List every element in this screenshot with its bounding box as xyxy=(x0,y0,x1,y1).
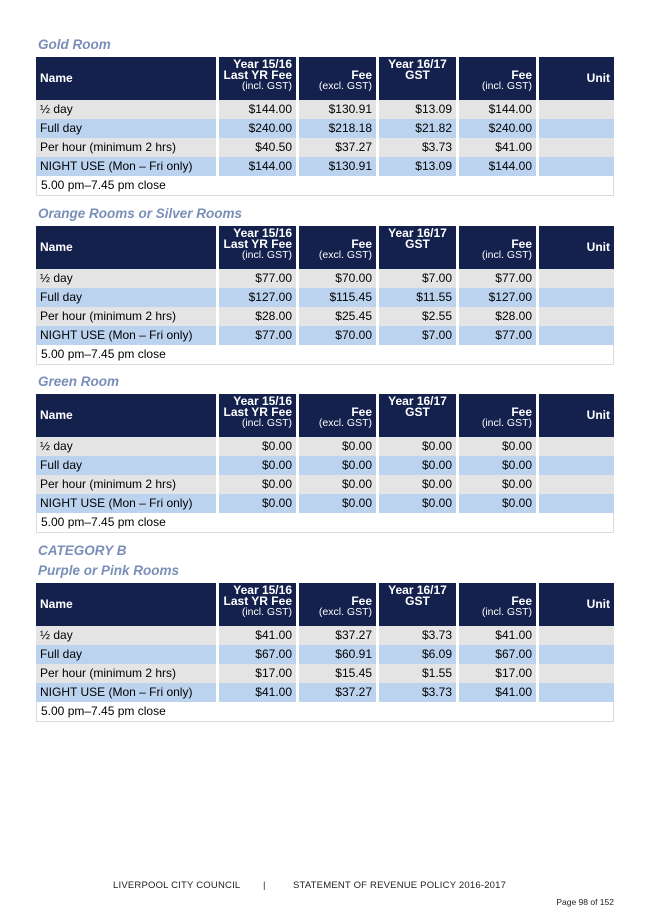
table-row xyxy=(36,683,614,702)
table-row xyxy=(36,475,614,494)
cell-fee-excl: $37.27 xyxy=(299,683,379,702)
table-row xyxy=(36,664,614,683)
column-header-name: Name xyxy=(36,583,219,626)
table-header-row xyxy=(36,394,614,437)
cell-last-yr-fee: $0.00 xyxy=(219,494,299,513)
header-last-yr-fee: Last YR Fee xyxy=(223,594,292,608)
column-header-unit: Unit xyxy=(539,226,614,269)
header-year-prev: Year 15/16 xyxy=(233,226,292,240)
cell-unit xyxy=(539,475,614,494)
table-note: 5.00 pm–7.45 pm close xyxy=(36,513,614,533)
table-row xyxy=(36,119,614,138)
fee-table-gold-room xyxy=(36,57,614,196)
table-row xyxy=(36,494,614,513)
fee-incl-stack xyxy=(463,228,532,261)
table-row xyxy=(36,645,614,664)
cell-unit xyxy=(539,157,614,176)
cell-name: ½ day xyxy=(36,626,219,645)
cell-name: Full day xyxy=(36,119,219,138)
cell-last-yr-fee: $127.00 xyxy=(219,288,299,307)
cell-last-yr-fee: $0.00 xyxy=(219,475,299,494)
fee-excl-stack xyxy=(303,585,372,618)
column-header-gst xyxy=(379,583,459,626)
header-fee: Fee xyxy=(511,237,532,251)
header-fee: Fee xyxy=(511,68,532,82)
cell-name: Per hour (minimum 2 hrs) xyxy=(36,138,219,157)
header-incl-gst: (incl. GST) xyxy=(481,249,532,261)
cell-fee-incl: $28.00 xyxy=(459,307,539,326)
cell-last-yr-fee: $0.00 xyxy=(219,456,299,475)
cell-unit xyxy=(539,119,614,138)
table-row xyxy=(36,437,614,456)
column-header-last-yr-fee xyxy=(219,394,299,437)
column-header-gst xyxy=(379,226,459,269)
cell-unit xyxy=(539,456,614,475)
cell-fee-excl: $0.00 xyxy=(299,456,379,475)
fee-incl-stack xyxy=(463,396,532,429)
table-row xyxy=(36,456,614,475)
cell-fee-incl: $41.00 xyxy=(459,138,539,157)
cell-gst: $3.73 xyxy=(379,683,459,702)
column-header-unit: Unit xyxy=(539,394,614,437)
cell-fee-excl: $218.18 xyxy=(299,119,379,138)
footer-council-name: LIVERPOOL CITY COUNCIL xyxy=(113,880,241,891)
cell-fee-excl: $37.27 xyxy=(299,626,379,645)
cell-fee-excl: $25.45 xyxy=(299,307,379,326)
cell-gst: $13.09 xyxy=(379,100,459,119)
table-note: 5.00 pm–7.45 pm close xyxy=(36,345,614,365)
column-header-gst xyxy=(379,394,459,437)
cell-last-yr-fee: $28.00 xyxy=(219,307,299,326)
header-year-cur: Year 16/17 xyxy=(388,57,447,71)
column-header-last-yr-fee xyxy=(219,583,299,626)
column-header-name: Name xyxy=(36,57,219,100)
cell-fee-excl: $70.00 xyxy=(299,269,379,288)
table-row xyxy=(36,288,614,307)
last-yr-fee-stack xyxy=(223,396,292,429)
header-incl-gst: (incl. GST) xyxy=(481,417,532,429)
column-header-unit: Unit xyxy=(539,57,614,100)
table-row xyxy=(36,157,614,176)
cell-last-yr-fee: $0.00 xyxy=(219,437,299,456)
cell-name: NIGHT USE (Mon – Fri only) xyxy=(36,157,219,176)
column-header-fee-incl xyxy=(459,394,539,437)
column-header-fee-incl xyxy=(459,583,539,626)
cell-gst: $13.09 xyxy=(379,157,459,176)
cell-last-yr-fee: $77.00 xyxy=(219,269,299,288)
cell-fee-excl: $130.91 xyxy=(299,100,379,119)
last-yr-fee-stack xyxy=(223,585,292,618)
cell-last-yr-fee: $144.00 xyxy=(219,157,299,176)
cell-fee-excl: $15.45 xyxy=(299,664,379,683)
last-yr-fee-stack xyxy=(223,59,292,92)
fee-incl-stack xyxy=(463,59,532,92)
column-header-fee-excl xyxy=(299,583,379,626)
cell-unit xyxy=(539,683,614,702)
header-year-cur: Year 16/17 xyxy=(388,583,447,597)
fee-table-purple-pink-rooms xyxy=(36,583,614,722)
cell-name: NIGHT USE (Mon – Fri only) xyxy=(36,494,219,513)
cell-name: NIGHT USE (Mon – Fri only) xyxy=(36,683,219,702)
fee-excl-stack xyxy=(303,59,372,92)
table-row xyxy=(36,326,614,345)
fee-excl-stack xyxy=(303,228,372,261)
header-incl-gst: (incl. GST) xyxy=(241,417,292,429)
cell-fee-incl: $0.00 xyxy=(459,494,539,513)
header-fee: Fee xyxy=(351,68,372,82)
cell-fee-incl: $41.00 xyxy=(459,683,539,702)
column-header-unit: Unit xyxy=(539,583,614,626)
header-year-cur: Year 16/17 xyxy=(388,226,447,240)
header-excl-gst: (excl. GST) xyxy=(318,417,372,429)
header-gst: GST xyxy=(405,594,430,608)
header-excl-gst: (excl. GST) xyxy=(318,249,372,261)
section-title: Green Room xyxy=(38,374,120,389)
column-header-name: Name xyxy=(36,226,219,269)
header-incl-gst: (incl. GST) xyxy=(481,80,532,92)
fee-incl-stack xyxy=(463,585,532,618)
cell-gst: $1.55 xyxy=(379,664,459,683)
column-header-fee-excl xyxy=(299,226,379,269)
fee-excl-stack xyxy=(303,396,372,429)
cell-fee-incl: $67.00 xyxy=(459,645,539,664)
cell-fee-incl: $0.00 xyxy=(459,475,539,494)
cell-unit xyxy=(539,645,614,664)
header-last-yr-fee: Last YR Fee xyxy=(223,237,292,251)
cell-unit xyxy=(539,269,614,288)
cell-gst: $7.00 xyxy=(379,326,459,345)
cell-last-yr-fee: $17.00 xyxy=(219,664,299,683)
cell-name: ½ day xyxy=(36,100,219,119)
table-note: 5.00 pm–7.45 pm close xyxy=(36,176,614,196)
last-yr-fee-stack xyxy=(223,228,292,261)
cell-name: Per hour (minimum 2 hrs) xyxy=(36,307,219,326)
cell-fee-incl: $0.00 xyxy=(459,456,539,475)
cell-gst: $3.73 xyxy=(379,138,459,157)
cell-unit xyxy=(539,326,614,345)
cell-fee-excl: $130.91 xyxy=(299,157,379,176)
cell-gst: $21.82 xyxy=(379,119,459,138)
cell-name: Per hour (minimum 2 hrs) xyxy=(36,664,219,683)
column-header-fee-incl xyxy=(459,226,539,269)
cell-name: Full day xyxy=(36,645,219,664)
cell-fee-excl: $70.00 xyxy=(299,326,379,345)
cell-name: Full day xyxy=(36,288,219,307)
cell-fee-incl: $41.00 xyxy=(459,626,539,645)
cell-gst: $2.55 xyxy=(379,307,459,326)
table-note: 5.00 pm–7.45 pm close xyxy=(36,702,614,722)
cell-fee-excl: $115.45 xyxy=(299,288,379,307)
header-fee: Fee xyxy=(351,405,372,419)
cell-unit xyxy=(539,437,614,456)
column-header-last-yr-fee xyxy=(219,57,299,100)
column-header-gst xyxy=(379,57,459,100)
cell-fee-excl: $60.91 xyxy=(299,645,379,664)
section-title: Gold Room xyxy=(38,37,111,52)
header-gst: GST xyxy=(405,405,430,419)
table-row xyxy=(36,100,614,119)
cell-unit xyxy=(539,307,614,326)
cell-fee-excl: $0.00 xyxy=(299,494,379,513)
table-row xyxy=(36,269,614,288)
cell-fee-incl: $17.00 xyxy=(459,664,539,683)
table-note-row xyxy=(36,176,614,196)
cell-fee-incl: $77.00 xyxy=(459,269,539,288)
cell-fee-excl: $0.00 xyxy=(299,437,379,456)
column-header-fee-excl xyxy=(299,394,379,437)
table-row xyxy=(36,138,614,157)
header-fee: Fee xyxy=(511,405,532,419)
cell-gst: $6.09 xyxy=(379,645,459,664)
header-fee: Fee xyxy=(351,237,372,251)
header-year-prev: Year 15/16 xyxy=(233,583,292,597)
cell-last-yr-fee: $67.00 xyxy=(219,645,299,664)
cell-gst: $3.73 xyxy=(379,626,459,645)
section-title: Purple or Pink Rooms xyxy=(38,563,180,578)
cell-name: Per hour (minimum 2 hrs) xyxy=(36,475,219,494)
table-note-row xyxy=(36,702,614,722)
cell-fee-incl: $144.00 xyxy=(459,100,539,119)
table-header-row xyxy=(36,57,614,100)
cell-name: ½ day xyxy=(36,269,219,288)
header-incl-gst: (incl. GST) xyxy=(241,606,292,618)
header-incl-gst: (incl. GST) xyxy=(241,249,292,261)
category-heading: CATEGORY B xyxy=(38,543,127,558)
cell-fee-excl: $37.27 xyxy=(299,138,379,157)
cell-unit xyxy=(539,664,614,683)
header-incl-gst: (incl. GST) xyxy=(481,606,532,618)
header-excl-gst: (excl. GST) xyxy=(318,80,372,92)
cell-last-yr-fee: $240.00 xyxy=(219,119,299,138)
cell-unit xyxy=(539,494,614,513)
cell-fee-incl: $240.00 xyxy=(459,119,539,138)
cell-unit xyxy=(539,626,614,645)
header-year-cur: Year 16/17 xyxy=(388,394,447,408)
cell-gst: $0.00 xyxy=(379,494,459,513)
header-gst: GST xyxy=(405,68,430,82)
column-header-name: Name xyxy=(36,394,219,437)
cell-unit xyxy=(539,288,614,307)
column-header-last-yr-fee xyxy=(219,226,299,269)
cell-gst: $0.00 xyxy=(379,456,459,475)
cell-fee-incl: $77.00 xyxy=(459,326,539,345)
fee-table-green-room xyxy=(36,394,614,533)
header-fee: Fee xyxy=(351,594,372,608)
cell-name: Full day xyxy=(36,456,219,475)
cell-last-yr-fee: $77.00 xyxy=(219,326,299,345)
cell-name: NIGHT USE (Mon – Fri only) xyxy=(36,326,219,345)
cell-last-yr-fee: $40.50 xyxy=(219,138,299,157)
page-number: Page 98 of 152 xyxy=(556,897,614,907)
column-header-fee-excl xyxy=(299,57,379,100)
header-incl-gst: (incl. GST) xyxy=(241,80,292,92)
cell-gst: $11.55 xyxy=(379,288,459,307)
table-row xyxy=(36,307,614,326)
table-row xyxy=(36,626,614,645)
table-note-row xyxy=(36,513,614,533)
cell-unit xyxy=(539,138,614,157)
table-header-row xyxy=(36,583,614,626)
header-year-prev: Year 15/16 xyxy=(233,57,292,71)
header-gst: GST xyxy=(405,237,430,251)
cell-last-yr-fee: $41.00 xyxy=(219,626,299,645)
header-last-yr-fee: Last YR Fee xyxy=(223,405,292,419)
header-last-yr-fee: Last YR Fee xyxy=(223,68,292,82)
column-header-fee-incl xyxy=(459,57,539,100)
cell-unit xyxy=(539,100,614,119)
header-fee: Fee xyxy=(511,594,532,608)
cell-gst: $0.00 xyxy=(379,475,459,494)
footer-separator: | xyxy=(263,880,266,891)
cell-last-yr-fee: $144.00 xyxy=(219,100,299,119)
footer-document-title: STATEMENT OF REVENUE POLICY 2016-2017 xyxy=(293,880,507,891)
fee-table-orange-silver-rooms xyxy=(36,226,614,365)
header-year-prev: Year 15/16 xyxy=(233,394,292,408)
cell-last-yr-fee: $41.00 xyxy=(219,683,299,702)
cell-gst: $7.00 xyxy=(379,269,459,288)
header-excl-gst: (excl. GST) xyxy=(318,606,372,618)
table-note-row xyxy=(36,345,614,365)
cell-fee-incl: $127.00 xyxy=(459,288,539,307)
table-header-row xyxy=(36,226,614,269)
cell-gst: $0.00 xyxy=(379,437,459,456)
cell-fee-incl: $144.00 xyxy=(459,157,539,176)
cell-fee-incl: $0.00 xyxy=(459,437,539,456)
cell-fee-excl: $0.00 xyxy=(299,475,379,494)
cell-name: ½ day xyxy=(36,437,219,456)
section-title: Orange Rooms or Silver Rooms xyxy=(38,206,243,221)
